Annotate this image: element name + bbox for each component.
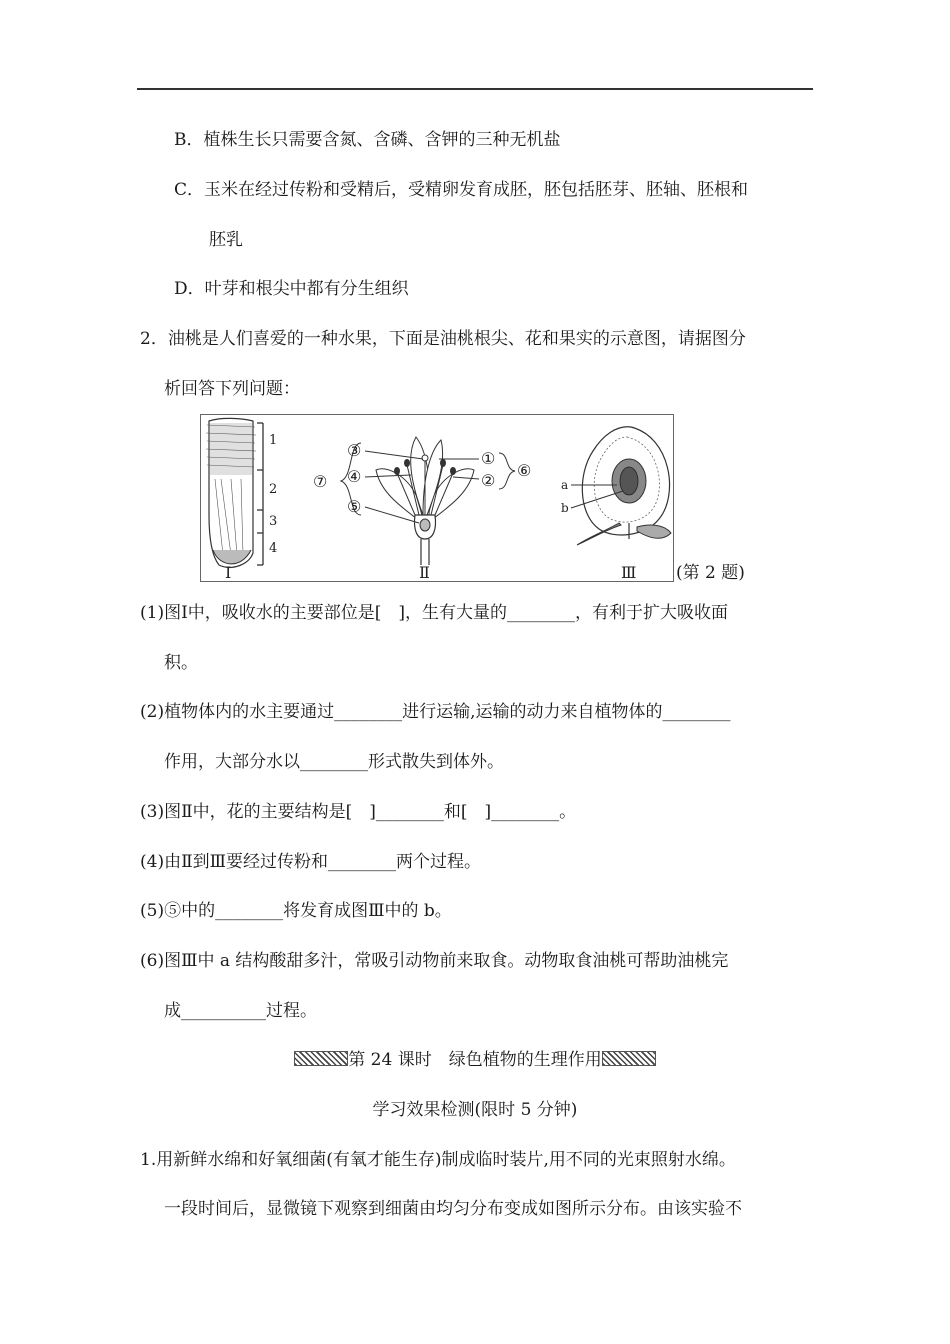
option-c-line1: C．玉米在经过传粉和受精后，受精卵发育成胚，胚包括胚芽、胚轴、胚根和	[174, 180, 749, 200]
question-2-stem-line1: 2．油桃是人们喜爱的一种水果，下面是油桃根尖、花和果实的示意图，请据图分	[140, 329, 746, 349]
lesson-subtitle: 学习效果检测(限时 5 分钟)	[372, 1100, 578, 1120]
sub-question-1-line2: 积。	[164, 653, 198, 673]
flower-label-2: ②	[481, 471, 496, 490]
flower-label-7: ⑦	[313, 472, 328, 491]
option-b: B．植株生长只需要含氮、含磷、含钾的三种无机盐	[174, 130, 561, 150]
lesson-title	[0, 1048, 950, 1072]
figure-drawing	[201, 415, 673, 581]
question-2-stem-line2: 析回答下列问题：	[164, 379, 300, 399]
flower-label-6: ⑥	[517, 461, 532, 480]
figure-caption: (第 2 题)	[676, 563, 745, 583]
root-label-1: 1	[269, 433, 278, 448]
fruit-drawing	[561, 427, 671, 581]
root-label-2: 2	[269, 482, 278, 497]
fruit-label-b: b	[561, 501, 569, 515]
panel-label-2: Ⅱ	[419, 563, 430, 581]
flower-label-5: ⑤	[347, 497, 362, 516]
flower-label-4: ④	[347, 467, 362, 486]
panel-label-1: Ⅰ	[225, 563, 232, 581]
new-question-1-stem-line1: 1.用新鲜水绵和好氧细菌(有氧才能生存)制成临时装片,用不同的光束照射水绵。	[140, 1150, 736, 1170]
sub-question-6-line1: (6)图Ⅲ中 a 结构酸甜多汁，常吸引动物前来取食。动物取食油桃可帮助油桃完	[140, 951, 729, 971]
lesson-title-text: 第 24 课时 绿色植物的生理作用	[348, 1050, 602, 1070]
root-label-3: 3	[269, 514, 278, 529]
header-rule	[137, 88, 813, 90]
fruit-label-a: a	[561, 478, 569, 492]
sub-question-2-line1: (2)植物体内的水主要通过________进行运输,运输的动力来自植物体的________	[140, 702, 731, 722]
sub-question-3: (3)图Ⅱ中，花的主要结构是[ ]________和[ ]________。	[140, 802, 577, 822]
sub-question-5: (5)⑤中的________将发育成图Ⅲ中的 b。	[140, 901, 452, 921]
sub-question-6-line2: 成__________过程。	[164, 1001, 317, 1021]
sub-question-4: (4)由Ⅱ到Ⅲ要经过传粉和________两个过程。	[140, 852, 482, 872]
option-c-line2: 胚乳	[209, 230, 243, 250]
sub-question-1-line1: (1)图Ⅰ中，吸收水的主要部位是[ ]，生有大量的________，有利于扩大吸收面	[140, 603, 729, 623]
question-2-figure	[200, 414, 674, 582]
option-d: D．叶芽和根尖中都有分生组织	[174, 279, 409, 299]
decorative-hatch-left	[294, 1051, 348, 1066]
root-tip-drawing	[206, 418, 277, 581]
sub-question-2-line2: 作用，大部分水以________形式散失到体外。	[164, 752, 504, 772]
flower-label-3: ③	[347, 441, 362, 460]
panel-label-3: Ⅲ	[621, 563, 637, 581]
decorative-hatch-right	[602, 1051, 656, 1066]
root-label-4: 4	[269, 541, 278, 556]
flower-drawing	[313, 437, 531, 581]
new-question-1-stem-line2: 一段时间后，显微镜下观察到细菌由均匀分布变成如图所示分布。由该实验不	[164, 1199, 742, 1219]
flower-label-1: ①	[481, 449, 496, 468]
